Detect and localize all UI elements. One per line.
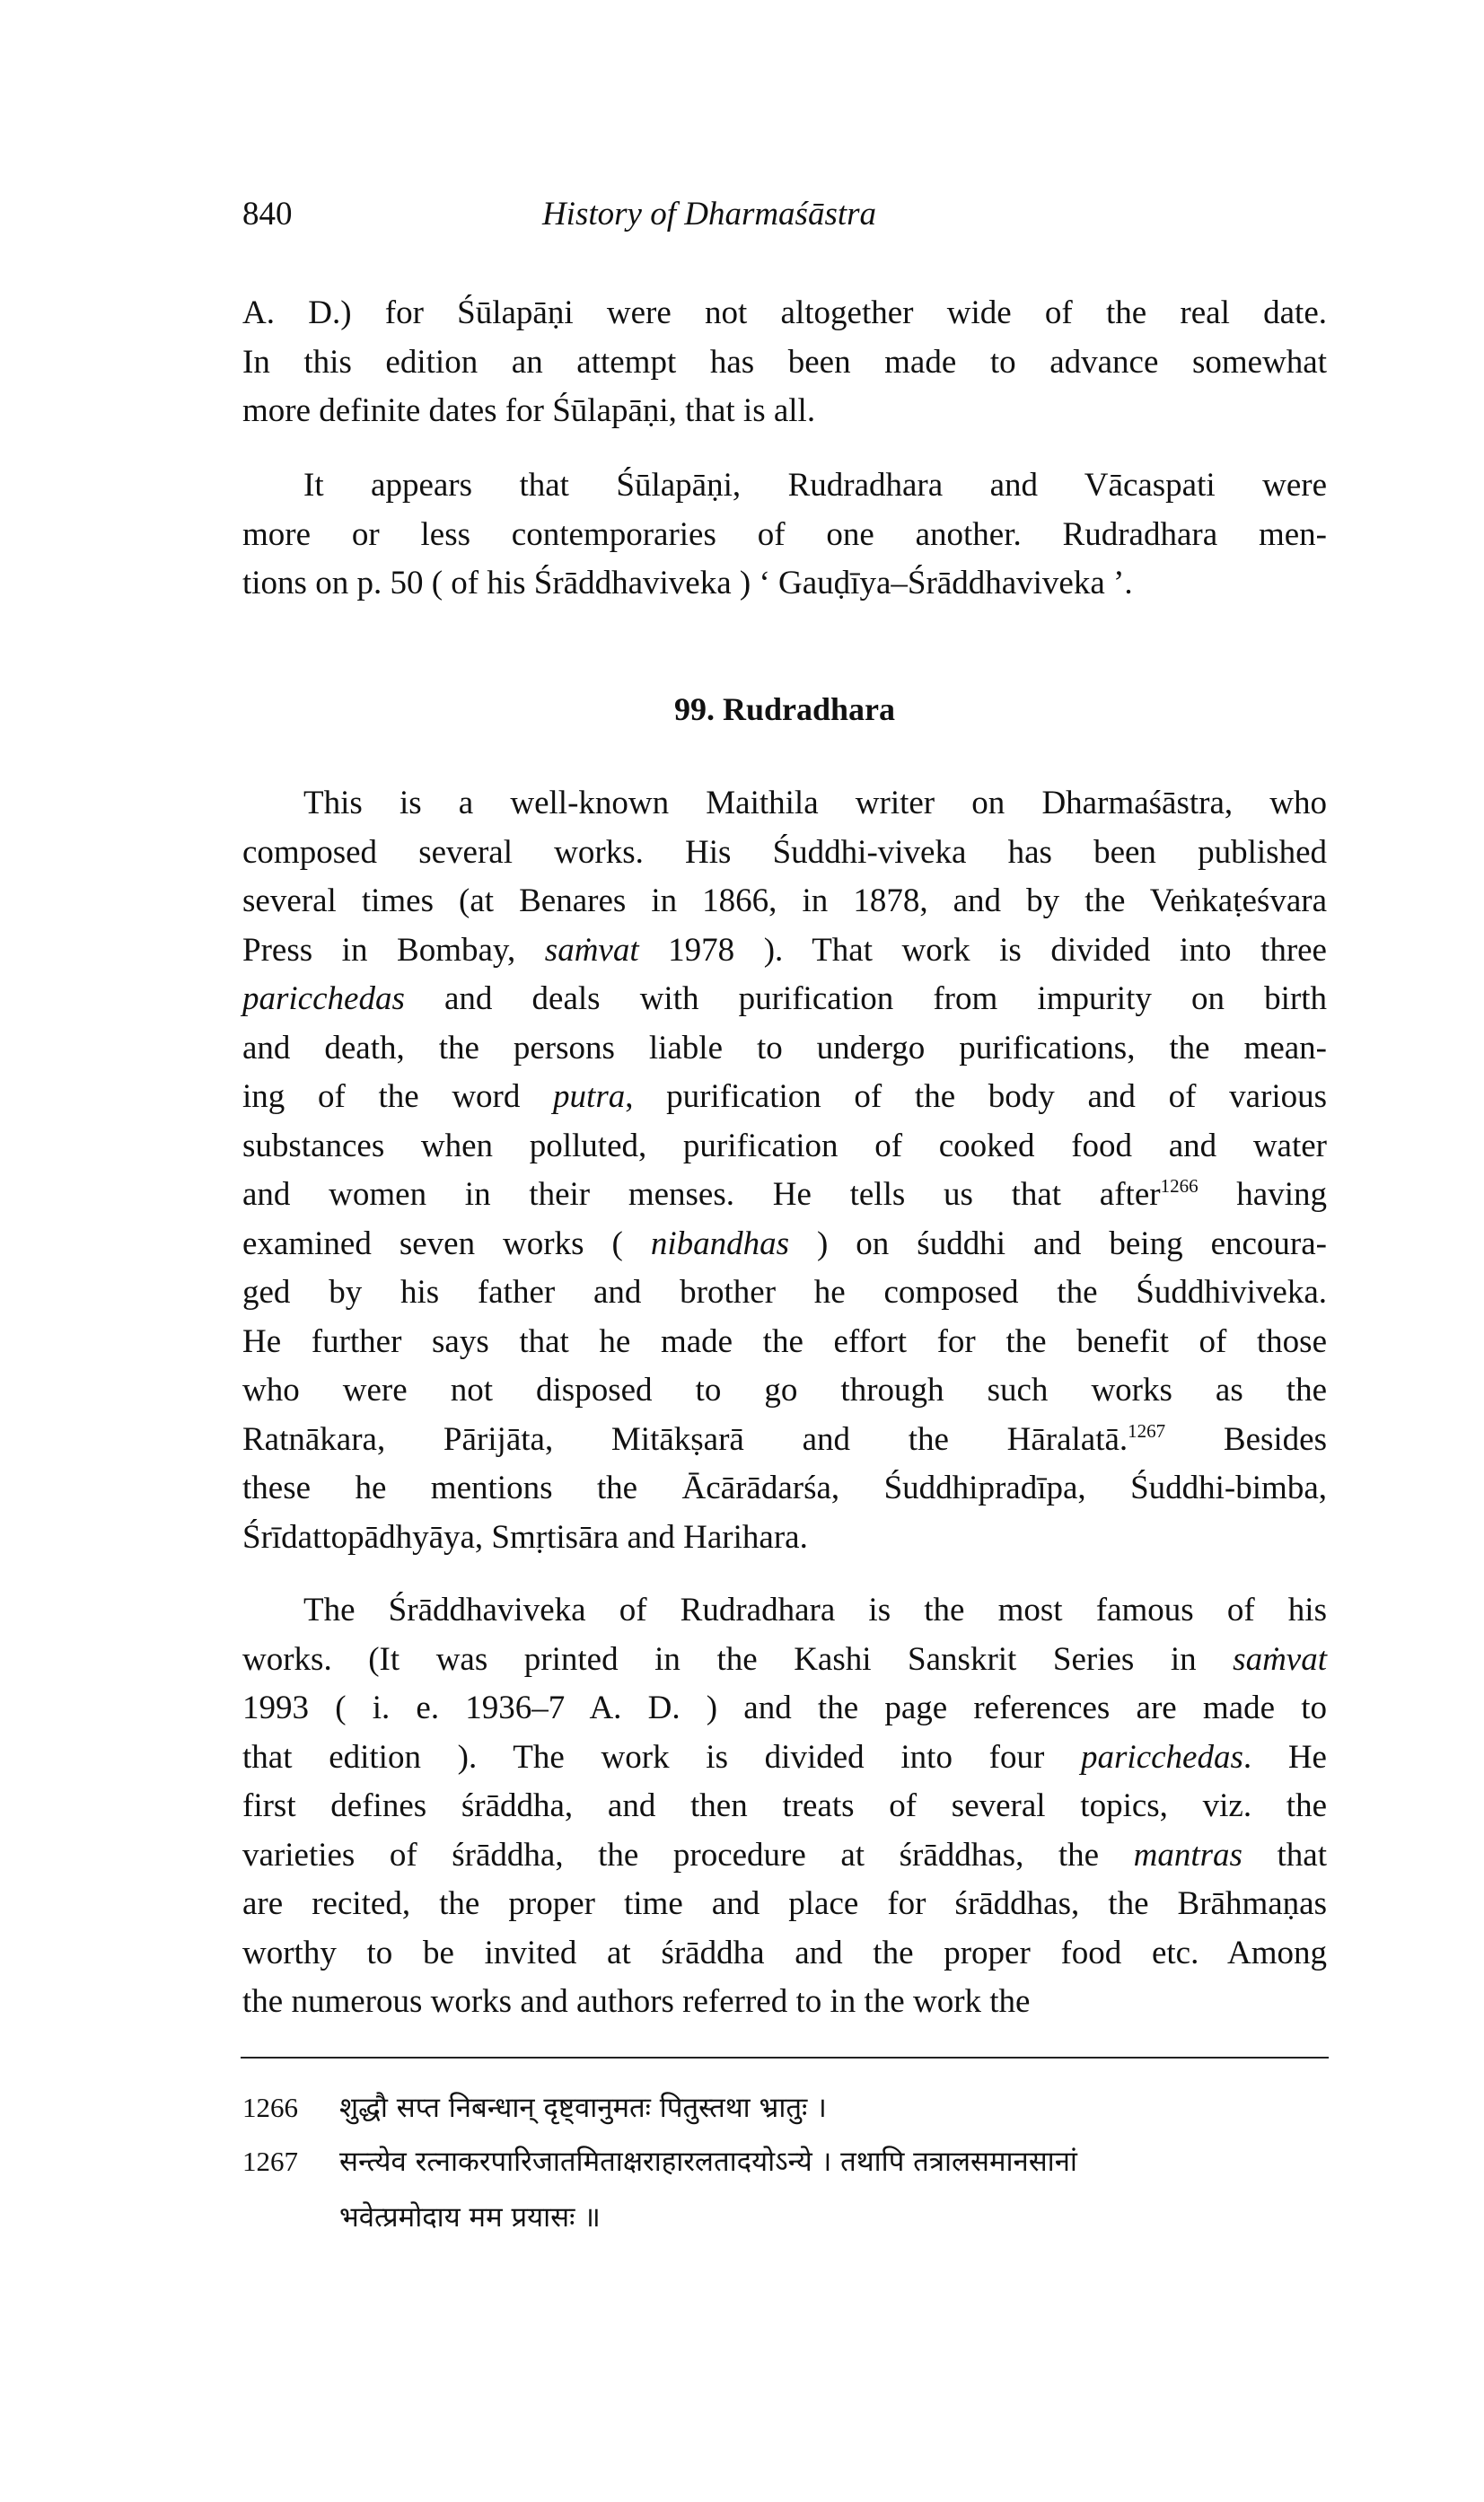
footnote-text: सन्त्येव रत्नाकरपारिजातमिताक्षराहारलतादयोऽन्ये । तथापि तत्रालसमानसानां	[339, 2146, 1077, 2178]
text-run: these he mentions the Ācārādarśa, Śuddhipradīpa, Śuddhi-bimba,	[242, 1470, 1327, 1506]
text-line	[303, 1586, 1327, 1635]
italic-term: nibandhas	[650, 1225, 789, 1262]
footnote	[242, 2139, 1327, 2184]
text-run: are recited, the proper time and place for śrāddhas, the Brāhmaṇas	[242, 1885, 1327, 1922]
text-line	[242, 1880, 1327, 1928]
text-line	[242, 289, 1327, 338]
text-line	[242, 1636, 1327, 1684]
text-run: the numerous works and authors referred to in the work the	[242, 1983, 1031, 2020]
text-line	[242, 829, 1327, 877]
text-line	[242, 975, 1327, 1023]
text-line	[242, 1171, 1327, 1219]
italic-term: paricchedas	[1081, 1738, 1243, 1776]
text-run: 1978 ). That work is divided into three	[638, 931, 1327, 969]
text-run: several times (at Benares in 1866, in 1878, and by the Veṅkaṭeśvara	[242, 882, 1327, 919]
text-run: having	[1198, 1176, 1327, 1213]
footnote-text: भवेत्प्रमोदाय मम प्रयासः ॥	[339, 2201, 601, 2234]
text-line	[242, 1318, 1327, 1366]
text-run: that edition ). The work is divided into four	[242, 1738, 1082, 1776]
footnote-number: 1266	[242, 2092, 298, 2123]
text-run: Besides	[1165, 1420, 1327, 1458]
footnote-reference: 1266	[1160, 1175, 1199, 1197]
text-run: Ratnākara, Pārijāta, Mitākṣarā and the Hāralatā.	[242, 1420, 1128, 1458]
text-run: examined seven works (	[242, 1225, 651, 1262]
text-line	[242, 1416, 1327, 1464]
text-run: that	[1242, 1836, 1327, 1874]
text-run: , purification of the body and of various	[625, 1078, 1327, 1115]
text-run: . He	[1243, 1738, 1327, 1776]
text-run: Press in Bombay,	[242, 931, 545, 969]
text-line	[242, 1929, 1327, 1978]
running-title: History of Dharmaśāstra	[541, 196, 877, 233]
text-line	[303, 779, 1327, 828]
footnote-reference: 1267	[1128, 1419, 1166, 1442]
text-line	[242, 1782, 1327, 1830]
text-line	[242, 1122, 1327, 1171]
page-number: 840	[242, 196, 293, 233]
text-line	[303, 461, 1327, 510]
text-line	[242, 338, 1327, 387]
text-line	[242, 1684, 1327, 1733]
text-run: tions on p. 50 ( of his Śrāddhaviveka ) ‘ Gauḍīya–Śrāddhaviveka ’.	[242, 565, 1133, 601]
text-run: This is a well-known Maithila writer on Dharmaśāstra, who	[303, 785, 1327, 821]
text-run: 1993 ( i. e. 1936–7 A. D. ) and the page references are made to	[242, 1690, 1327, 1726]
text-run: In this edition an attempt has been made to advance somewhat	[242, 343, 1327, 381]
text-run: and death, the persons liable to undergo purifications, the mean-	[242, 1029, 1327, 1067]
text-line	[242, 1831, 1327, 1880]
text-line	[242, 1220, 1327, 1269]
text-line	[242, 926, 1327, 975]
text-run: The Śrāddhaviveka of Rudradhara is the most famous of his	[303, 1592, 1327, 1628]
text-line	[242, 1514, 1327, 1562]
text-run: more or less contemporaries of one another. Rudradhara men-	[242, 515, 1327, 553]
text-run: composed several works. His Śuddhi-viveka has been published	[242, 833, 1327, 871]
footnote	[242, 2085, 1327, 2130]
italic-term: mantras	[1133, 1836, 1243, 1874]
text-run: works. (It was printed in the Kashi Sanskrit Series in	[242, 1640, 1234, 1678]
text-line	[242, 1464, 1327, 1513]
text-run: ing of the word	[242, 1078, 554, 1115]
footnote-text: शुद्धौ सप्त निबन्धान् दृष्ट्वानुमतः पितुस्तथा भ्रातुः ।	[339, 2092, 827, 2124]
text-line	[242, 1734, 1327, 1782]
text-run: substances when polluted, purification of cooked food and water	[242, 1127, 1327, 1164]
text-line	[242, 511, 1327, 559]
text-run: and women in their menses. He tells us that after	[242, 1176, 1161, 1213]
text-run: He further says that he made the effort for the benefit of those	[242, 1322, 1327, 1360]
text-line	[242, 1024, 1327, 1073]
text-run: more definite dates for Śūlapāṇi, that is all.	[242, 392, 816, 429]
text-line	[242, 1073, 1327, 1121]
text-run: ) on śuddhi and being encoura-	[789, 1225, 1327, 1262]
italic-term: paricchedas	[242, 980, 405, 1017]
text-run: and deals with purification from impurity on birth	[404, 980, 1327, 1017]
italic-term: saṁvat	[1233, 1640, 1327, 1678]
text-run: It appears that Śūlapāṇi, Rudradhara and Vācaspati were	[303, 467, 1327, 504]
running-head	[242, 190, 1327, 239]
text-run: ged by his father and brother he composed the Śuddhiviveka.	[242, 1274, 1327, 1311]
text-line	[242, 1366, 1327, 1415]
text-line	[242, 387, 1327, 435]
section-heading: 99. Rudradhara	[673, 691, 896, 727]
footnote-divider	[241, 2057, 1329, 2059]
italic-term: putra	[553, 1078, 626, 1115]
text-line	[242, 1978, 1327, 2026]
text-line	[242, 1269, 1327, 1317]
text-run: worthy to be invited at śrāddha and the proper food etc. Among	[242, 1934, 1327, 1971]
text-line	[242, 877, 1327, 926]
text-run: first defines śrāddha, and then treats of several topics, viz. the	[242, 1787, 1327, 1824]
text-run: varieties of śrāddha, the procedure at śrāddhas, the	[242, 1836, 1134, 1874]
footnote-number: 1267	[242, 2146, 298, 2177]
footnote	[242, 2195, 1327, 2240]
text-run: A. D.) for Śūlapāṇi were not altogether wide of the real date.	[242, 294, 1327, 331]
text-run: Śrīdattopādhyāya, Smṛtisāra and Harihara.	[242, 1518, 808, 1556]
italic-term: saṁvat	[544, 931, 639, 969]
text-run: who were not disposed to go through such works as the	[242, 1372, 1327, 1409]
text-line	[242, 559, 1327, 608]
